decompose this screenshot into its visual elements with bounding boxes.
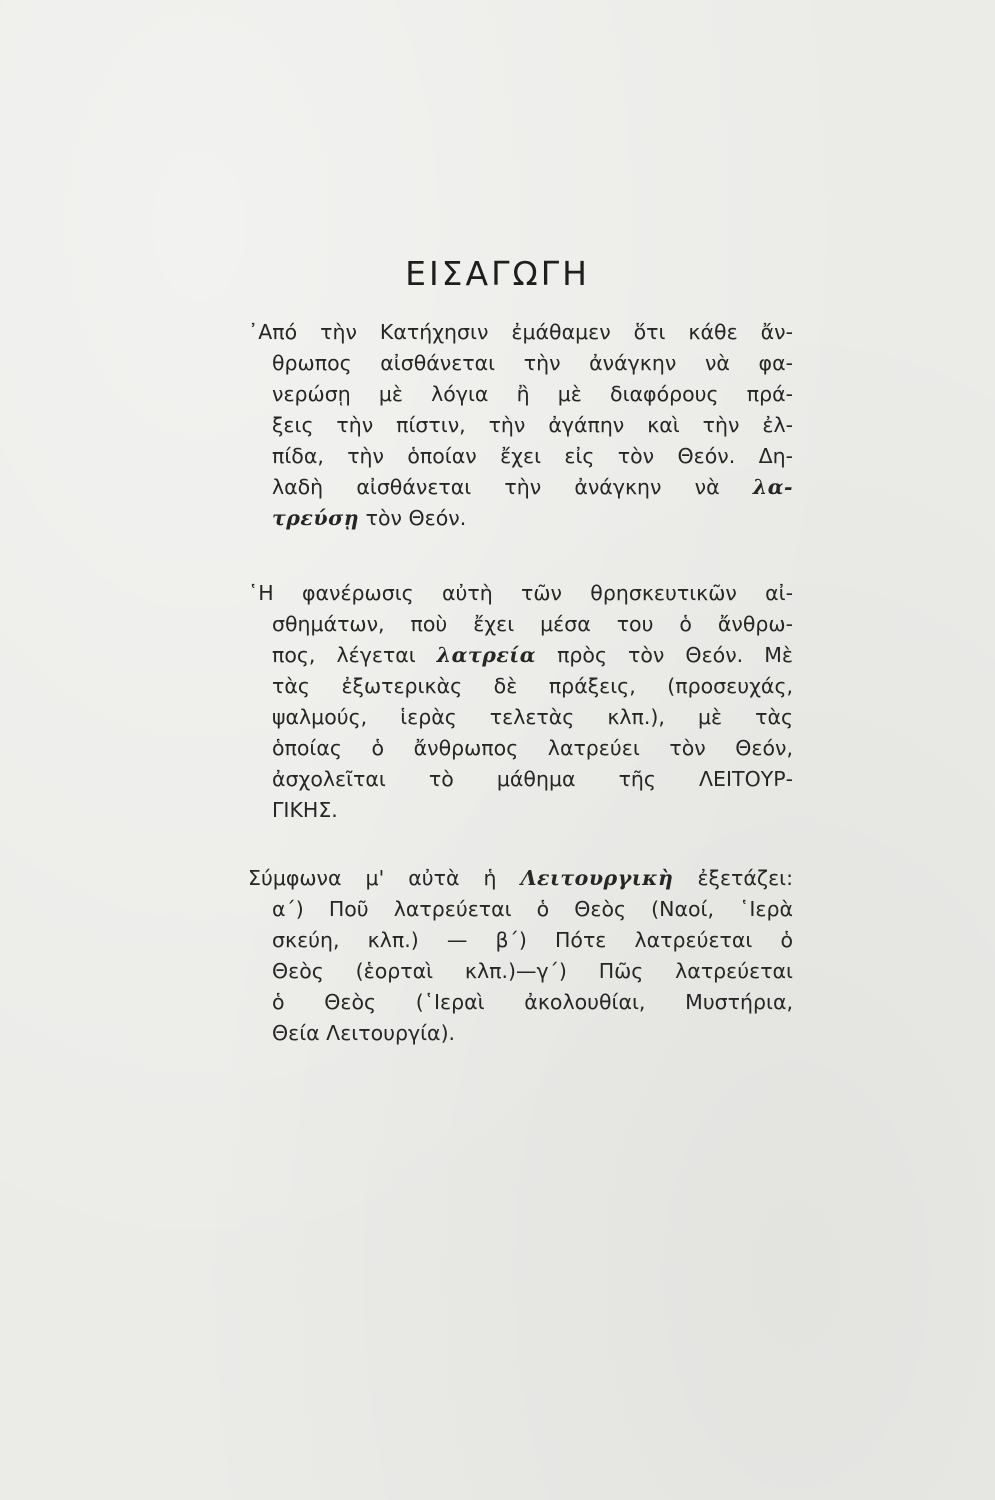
text-line xyxy=(248,640,793,671)
text-line: ὁποίας ὁ ἄνθρωπος λατρεύει τὸν Θεόν, xyxy=(272,736,793,760)
text-line xyxy=(248,472,793,503)
text-line: θρωπος αἰσθάνεται τὴν ἀνάγκην νὰ φα- xyxy=(272,351,793,375)
text-line: Θεία Λειτουργία). xyxy=(272,1021,456,1045)
text-line: ξεις τὴν πίστιν, τὴν ἀγάπην καὶ τὴν ἐλ- xyxy=(272,413,793,437)
text-line: ψαλμούς, ἱερὰς τελετὰς κλπ.), μὲ τὰς xyxy=(272,705,793,729)
text-line: ῾Η φανέρωσις αὐτὴ τῶν θρησκευτικῶν αἰ- xyxy=(248,581,793,605)
page-title: ΕΙΣΑΓΩΓΗ xyxy=(405,254,590,293)
text-line: πίδα, τὴν ὁποίαν ἔχει εἰς τὸν Θεόν. Δη- xyxy=(272,444,793,468)
text-segment: Σύμφωνα μ' αὐτὰ ἡ xyxy=(248,866,497,890)
text-segment: πος, λέγεται xyxy=(272,643,416,667)
emphasized-word: Λειτουργικὴ xyxy=(520,866,674,890)
text-line: τὰς ἐξωτερικὰς δὲ πράξεις, (προσευχάς, xyxy=(272,674,793,698)
text-line: α΄) Ποῦ λατρεύεται ὁ Θεὸς (Ναοί, ῾Ιερὰ xyxy=(272,897,793,921)
text-segment: πρὸς τὸν Θεόν. Μὲ xyxy=(557,643,793,667)
text-line: ὁ Θεὸς (῾Ιεραὶ ἀκολουθίαι, Μυστήρια, xyxy=(272,990,793,1014)
text-line: νερώσῃ μὲ λόγια ἢ μὲ διαφόρους πρά- xyxy=(272,382,793,406)
text-line: σκεύη, κλπ.) — β΄) Πότε λατρεύεται ὁ xyxy=(272,928,793,952)
paragraph-liturgics xyxy=(248,863,793,1049)
text-segment: ἐξετάζει: xyxy=(697,866,793,890)
paragraph-worship xyxy=(248,578,793,826)
text-line: ἀσχολεῖται τὸ μάθημα τῆς ΛΕΙΤΟΥΡ- xyxy=(272,767,793,791)
emphasized-word: λατρεία xyxy=(436,643,536,667)
text-line: Θεὸς (ἑορταὶ κλπ.)—γ΄) Πῶς λατρεύεται xyxy=(272,959,793,983)
text-segment: τὸν Θεόν. xyxy=(365,506,467,530)
text-line: ᾿Από τὴν Κατήχησιν ἐμάθαμεν ὅτι κάθε ἄν- xyxy=(248,320,793,344)
text-line xyxy=(248,503,793,534)
emphasized-word: τρεύσῃ xyxy=(272,506,360,530)
paragraph-introduction xyxy=(248,317,793,534)
text-line xyxy=(248,863,793,894)
text-line: σθημάτων, ποὺ ἔχει μέσα του ὁ ἄνθρω- xyxy=(272,612,793,636)
text-line: ΓΙΚΗΣ. xyxy=(272,798,338,822)
text-segment: λαδὴ αἰσθάνεται τὴν ἀνάγκην νὰ xyxy=(272,475,720,499)
emphasized-word: λα- xyxy=(752,475,793,499)
